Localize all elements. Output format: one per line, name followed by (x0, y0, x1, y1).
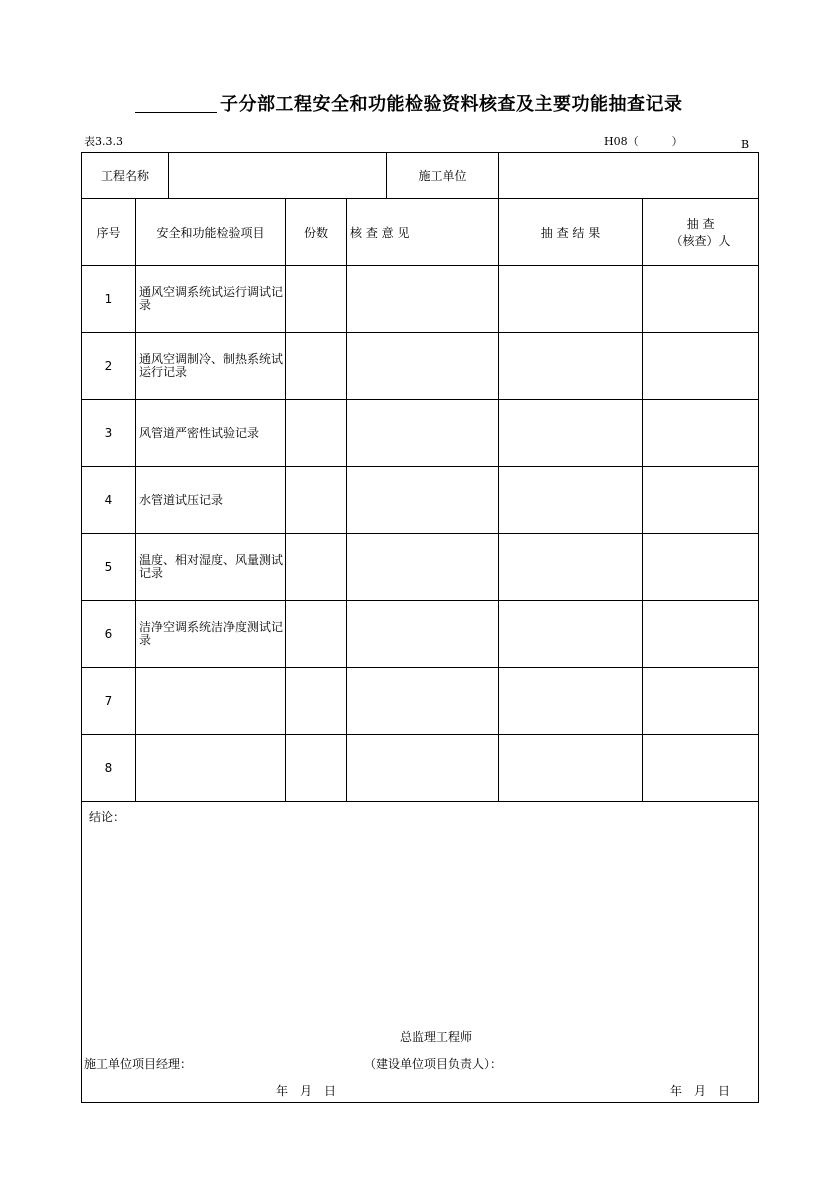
col-result-header: 抽 查 结 果 (499, 199, 643, 266)
row-opinion-cell[interactable] (347, 601, 499, 668)
row-checker-cell[interactable] (643, 266, 759, 333)
table-row (82, 534, 759, 601)
table-number: 表3.3.3 (84, 135, 123, 148)
project-name-field[interactable] (169, 153, 387, 199)
row-opinion-cell[interactable] (347, 333, 499, 400)
row-number: 8 (82, 735, 136, 802)
row-item: 通风空调制冷、制热系统试运行记录 (136, 333, 286, 400)
row-number: 1 (82, 266, 136, 333)
row-item: 洁净空调系统洁净度测试记录 (136, 601, 286, 668)
row-copies-cell[interactable] (286, 467, 347, 534)
checker-header-line1: 抽 查 (686, 217, 715, 231)
title-blank-line (135, 112, 217, 113)
row-opinion-cell[interactable] (347, 400, 499, 467)
contractor-field[interactable] (499, 153, 759, 199)
date-right: 年 月 日 (670, 1084, 731, 1098)
row-result-cell[interactable] (499, 400, 643, 467)
project-name-label: 工程名称 (82, 153, 169, 199)
row-checker-cell[interactable] (643, 601, 759, 668)
contractor-label: 施工单位 (387, 153, 499, 199)
row-opinion-cell[interactable] (347, 467, 499, 534)
col-item-header: 安全和功能检验项目 (136, 199, 286, 266)
conclusion-label: 结论： (89, 810, 126, 824)
col-copies-header: 份数 (286, 199, 347, 266)
chief-supervisor-label: 总监理工程师 (400, 1030, 473, 1044)
row-checker-cell[interactable] (643, 534, 759, 601)
row-copies-cell[interactable] (286, 668, 347, 735)
row-number: 4 (82, 467, 136, 534)
row-number: 6 (82, 601, 136, 668)
row-result-cell[interactable] (499, 534, 643, 601)
col-opinion-header: 核 查 意 见 (347, 199, 499, 266)
row-copies-cell[interactable] (286, 534, 347, 601)
checker-header-line2: （核查）人 (670, 234, 731, 248)
row-result-cell[interactable] (499, 333, 643, 400)
owner-rep-label: （建设单位项目负责人）： (364, 1057, 503, 1071)
page-title: 子分部工程安全和功能检验资料核查及主要功能抽查记录 (220, 94, 683, 115)
row-opinion-cell[interactable] (347, 668, 499, 735)
form-code: H08（ ） (604, 135, 683, 148)
table-row (82, 333, 759, 400)
inspection-form-table (81, 152, 759, 1103)
table-row (82, 400, 759, 467)
row-checker-cell[interactable] (643, 668, 759, 735)
column-header-row (82, 199, 759, 266)
row-result-cell[interactable] (499, 266, 643, 333)
row-item: 水管道试压记录 (136, 467, 286, 534)
col-seq-header: 序号 (82, 199, 136, 266)
row-number: 3 (82, 400, 136, 467)
table-row (82, 735, 759, 802)
row-item: 温度、相对湿度、风量测试记录 (136, 534, 286, 601)
row-item[interactable] (136, 668, 286, 735)
row-opinion-cell[interactable] (347, 266, 499, 333)
table-row (82, 266, 759, 333)
row-copies-cell[interactable] (286, 400, 347, 467)
row-item: 通风空调系统试运行调试记录 (136, 266, 286, 333)
row-copies-cell[interactable] (286, 266, 347, 333)
row-opinion-cell[interactable] (347, 735, 499, 802)
row-item: 风管道严密性试验记录 (136, 400, 286, 467)
row-result-cell[interactable] (499, 601, 643, 668)
row-copies-cell[interactable] (286, 333, 347, 400)
row-copies-cell[interactable] (286, 735, 347, 802)
col-checker-header (643, 199, 759, 266)
row-checker-cell[interactable] (643, 400, 759, 467)
table-row (82, 467, 759, 534)
row-copies-cell[interactable] (286, 601, 347, 668)
conclusion-row (82, 802, 759, 1103)
form-suffix: B (741, 138, 750, 151)
table-row (82, 601, 759, 668)
row-result-cell[interactable] (499, 467, 643, 534)
table-row (82, 668, 759, 735)
row-item[interactable] (136, 735, 286, 802)
contractor-pm-label: 施工单位项目经理： (84, 1057, 193, 1071)
project-info-row (82, 153, 759, 199)
row-number: 2 (82, 333, 136, 400)
row-checker-cell[interactable] (643, 333, 759, 400)
row-number: 5 (82, 534, 136, 601)
row-checker-cell[interactable] (643, 467, 759, 534)
row-result-cell[interactable] (499, 668, 643, 735)
row-opinion-cell[interactable] (347, 534, 499, 601)
row-result-cell[interactable] (499, 735, 643, 802)
row-checker-cell[interactable] (643, 735, 759, 802)
row-number: 7 (82, 668, 136, 735)
conclusion-cell[interactable] (82, 802, 759, 1103)
date-left: 年 月 日 (276, 1084, 337, 1098)
